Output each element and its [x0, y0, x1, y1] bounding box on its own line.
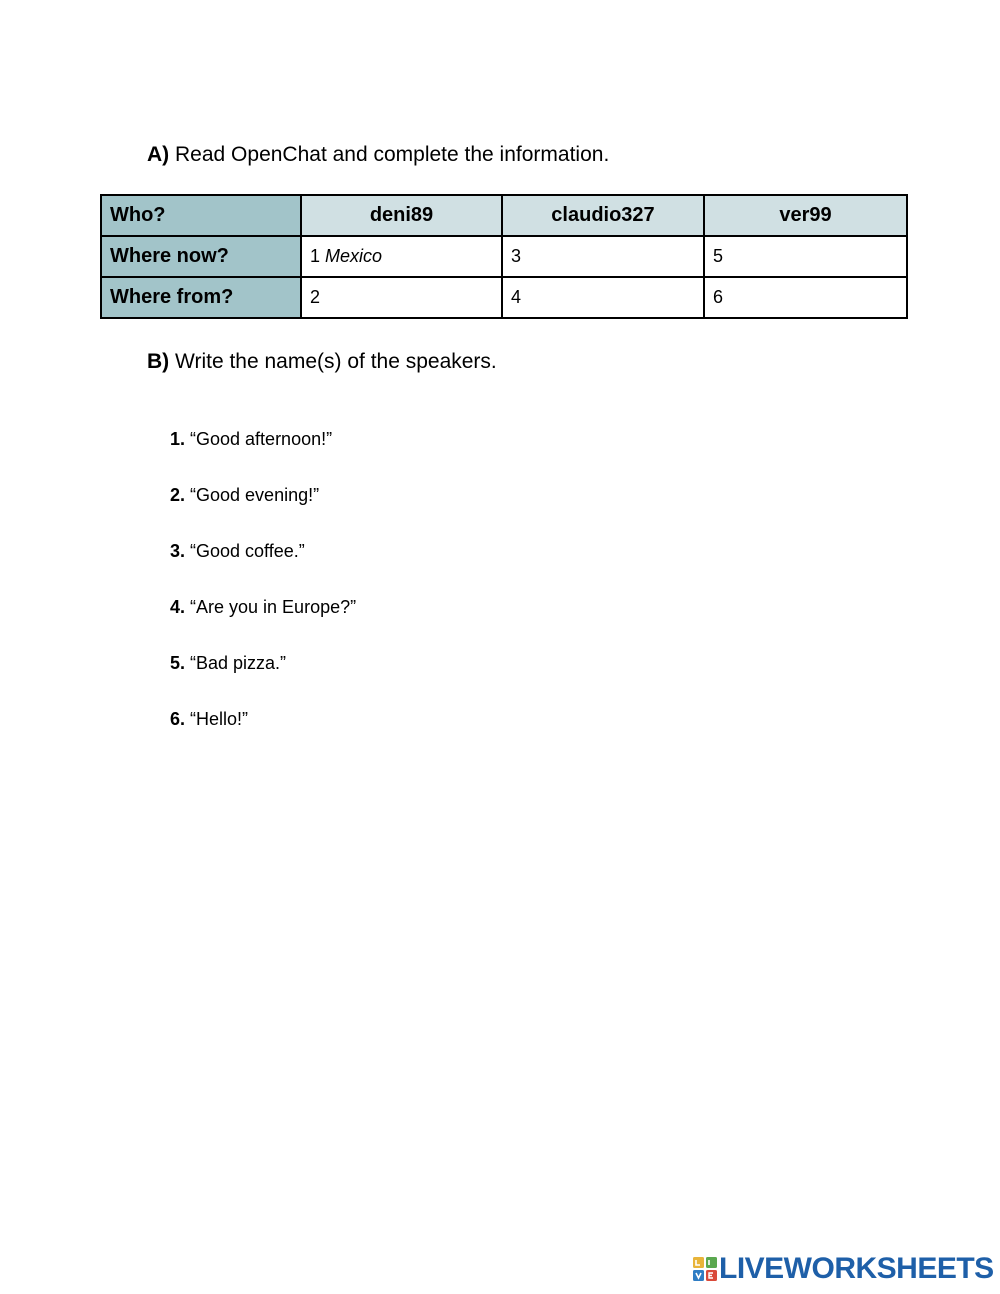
row-label-where-from: Where from? [101, 277, 301, 318]
answer-number: 3 [511, 246, 522, 266]
answer-number: 6 [713, 287, 724, 307]
header-cell-deni89: deni89 [301, 195, 502, 236]
section-a-instruction: Read OpenChat and complete the information. [175, 143, 610, 166]
section-a-heading [147, 142, 609, 168]
list-item [150, 480, 356, 536]
item-number: 1. [169, 429, 185, 449]
answer-number: 1 [310, 246, 321, 266]
answer-text: Mexico [325, 246, 383, 266]
table-row-where-now [101, 236, 907, 277]
item-number: 4. [169, 597, 185, 617]
list-item [150, 424, 356, 480]
list-item [150, 536, 356, 592]
item-number: 5. [169, 653, 185, 673]
item-number: 2. [169, 485, 185, 505]
header-cell-claudio327: claudio327 [502, 195, 704, 236]
table-header-row [101, 195, 907, 236]
answer-cell[interactable] [301, 236, 502, 277]
answer-cell[interactable] [502, 236, 704, 277]
answer-number: 5 [713, 246, 724, 266]
section-b-letter: B) [147, 350, 170, 373]
list-item [150, 648, 356, 704]
information-table [100, 194, 908, 319]
logo-text: LIVEWORKSHEETS [719, 1252, 994, 1285]
answer-number: 4 [511, 287, 522, 307]
answer-cell[interactable] [704, 277, 907, 318]
header-cell-who: Who? [101, 195, 301, 236]
list-item [150, 592, 356, 648]
item-number: 6. [169, 709, 185, 729]
item-quote: “Good coffee.” [190, 541, 305, 561]
item-quote: “Good evening!” [190, 485, 320, 505]
item-quote: “Hello!” [190, 709, 249, 729]
table-row-where-from [101, 277, 907, 318]
list-item [150, 704, 356, 760]
section-b-heading [147, 349, 497, 375]
answer-number: 2 [310, 287, 321, 307]
header-cell-ver99: ver99 [704, 195, 907, 236]
liveworksheets-logo [693, 1254, 994, 1284]
item-quote: “Are you in Europe?” [190, 597, 357, 617]
section-b-instruction: Write the name(s) of the speakers. [175, 350, 497, 373]
answer-cell[interactable] [704, 236, 907, 277]
item-quote: “Bad pizza.” [190, 653, 287, 673]
answer-cell[interactable] [502, 277, 704, 318]
item-number: 3. [169, 541, 185, 561]
section-a-letter: A) [147, 143, 170, 166]
logo-blocks-icon [693, 1257, 717, 1281]
speaker-quote-list [150, 424, 356, 760]
item-quote: “Good afternoon!” [190, 429, 333, 449]
answer-cell[interactable] [301, 277, 502, 318]
row-label-where-now: Where now? [101, 236, 301, 277]
